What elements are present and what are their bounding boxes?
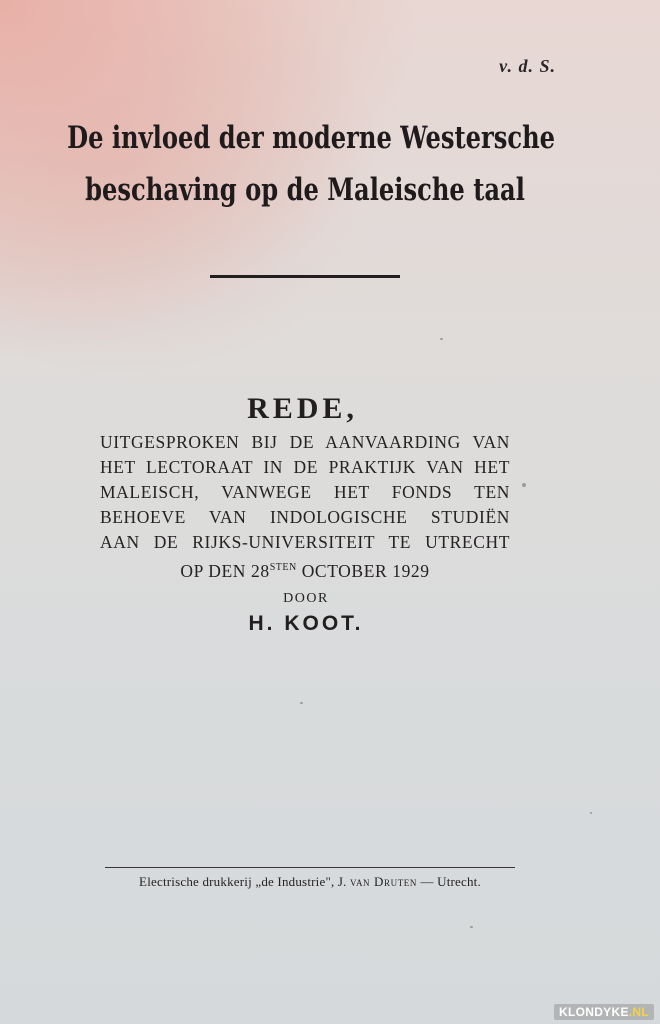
watermark-suffix: .NL [628,1005,649,1019]
title-line-1: De invloed der moderne Westersche [67,120,556,156]
description-line-2: HET LECTORAAT IN DE PRAKTIJK VAN HET [100,457,510,477]
handwritten-initials: v. d. S. [499,56,556,76]
date-superscript: STEN [269,562,297,573]
watermark-prefix: KLONDYKE [559,1005,629,1019]
by-label: DOOR [283,591,329,606]
paper-speck [440,338,443,340]
date-line [100,555,510,584]
description-line-5: AAN DE RIJKS-UNIVERSITEIT TE UTRECHT [100,532,510,552]
date-prefix: OP DEN 28 [180,561,270,581]
title-divider [210,275,400,278]
printer-divider [105,867,515,868]
book-title [67,112,556,216]
speech-description [100,430,510,584]
title-line-2: beschaving op de Maleische taal [85,172,525,208]
paper-speck [470,926,473,928]
speech-heading: REDE, [247,392,358,425]
paper-speck [300,702,303,704]
paper-speck [522,483,526,487]
author-name: H. KOOT. [248,612,364,635]
description-line-1: UITGESPROKEN BIJ DE AANVAARDING VAN [100,432,510,452]
printer-text-1: Electrische drukkerij „de Industrie", J. [139,874,351,889]
watermark [554,1004,654,1020]
paper-speck [590,812,592,814]
printer-text-2: — Utrecht. [417,874,481,889]
date-suffix: OCTOBER 1929 [296,561,430,581]
description-line-4: BEHOEVE VAN INDOLOGISCHE STUDIËN [100,507,510,527]
printer-imprint [0,874,620,890]
printer-name: van Druten [350,874,417,889]
description-line-3: MALEISCH, VANWEGE HET FONDS TEN [100,482,510,502]
